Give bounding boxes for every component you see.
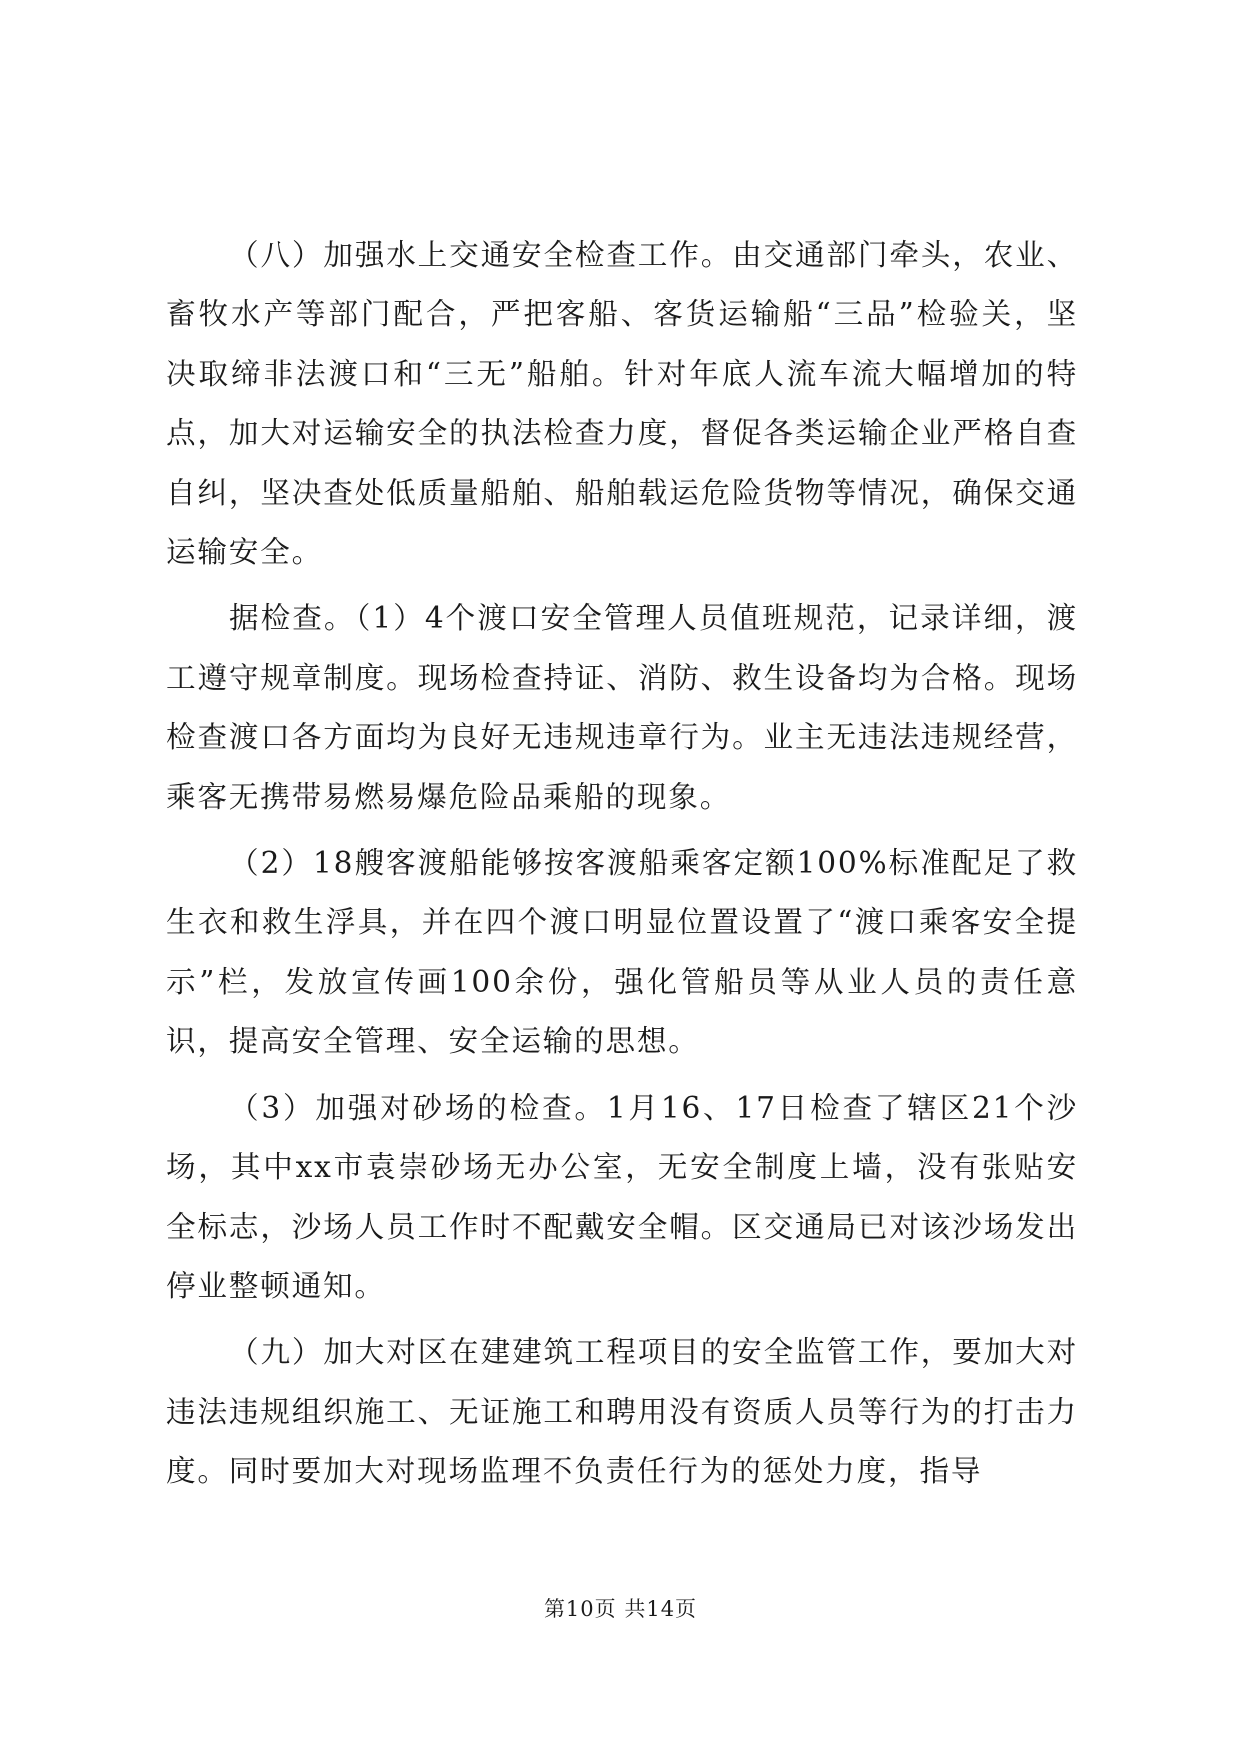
paragraph-water-traffic-inspection: （八）加强水上交通安全检查工作。由交通部门牵头，农业、畜牧水产等部门配合，严把客船、客货运输船“三品”检验关，坚决取缔非法渡口和“三无”船舶。针对年底人流车流大幅增加的特点，加大对运输安全的执法检查力度，督促各类运输企业严格自查自纠，坚决查处低质量船舶、船舶载运危险货物等情况，确保交通运输安全。 <box>166 238 1078 570</box>
paragraph-construction-supervision: （九）加大对区在建建筑工程项目的安全监管工作，要加大对违法违规组织施工、无证施工和聘用没有资质人员等行为的打击力度。同时要加大对现场监理不负责任行为的惩处力度，指导 <box>166 1335 1078 1489</box>
paragraph-inspection-result-2: （2）18艘客渡船能够按客渡船乘客定额100%标准配足了救生衣和救生浮具，并在四个渡口明显位置设置了“渡口乘客安全提示”栏，发放宣传画100余份，强化管船员等从业人员的责任意识，提高安全管理、安全运输的思想。 <box>166 846 1078 1059</box>
page-number-footer: 第10页 共14页 <box>543 1597 698 1621</box>
paragraph-inspection-result-1: 据检查。（1）4个渡口安全管理人员值班规范，记录详细，渡工遵守规章制度。现场检查持证、消防、救生设备均为合格。现场检查渡口各方面均为良好无违规违章行为。业主无违法违规经营，乘客无携带易燃易爆危险品乘船的现象。 <box>166 601 1078 814</box>
body-text <box>166 226 1078 1509</box>
paragraph-inspection-result-3: （3）加强对砂场的检查。1月16、17日检查了辖区21个沙场，其中xx市袁崇砂场无办公室，无安全制度上墙，没有张贴安全标志，沙场人员工作时不配戴安全帽。区交通局已对该沙场发出停业整顿通知。 <box>166 1090 1078 1303</box>
